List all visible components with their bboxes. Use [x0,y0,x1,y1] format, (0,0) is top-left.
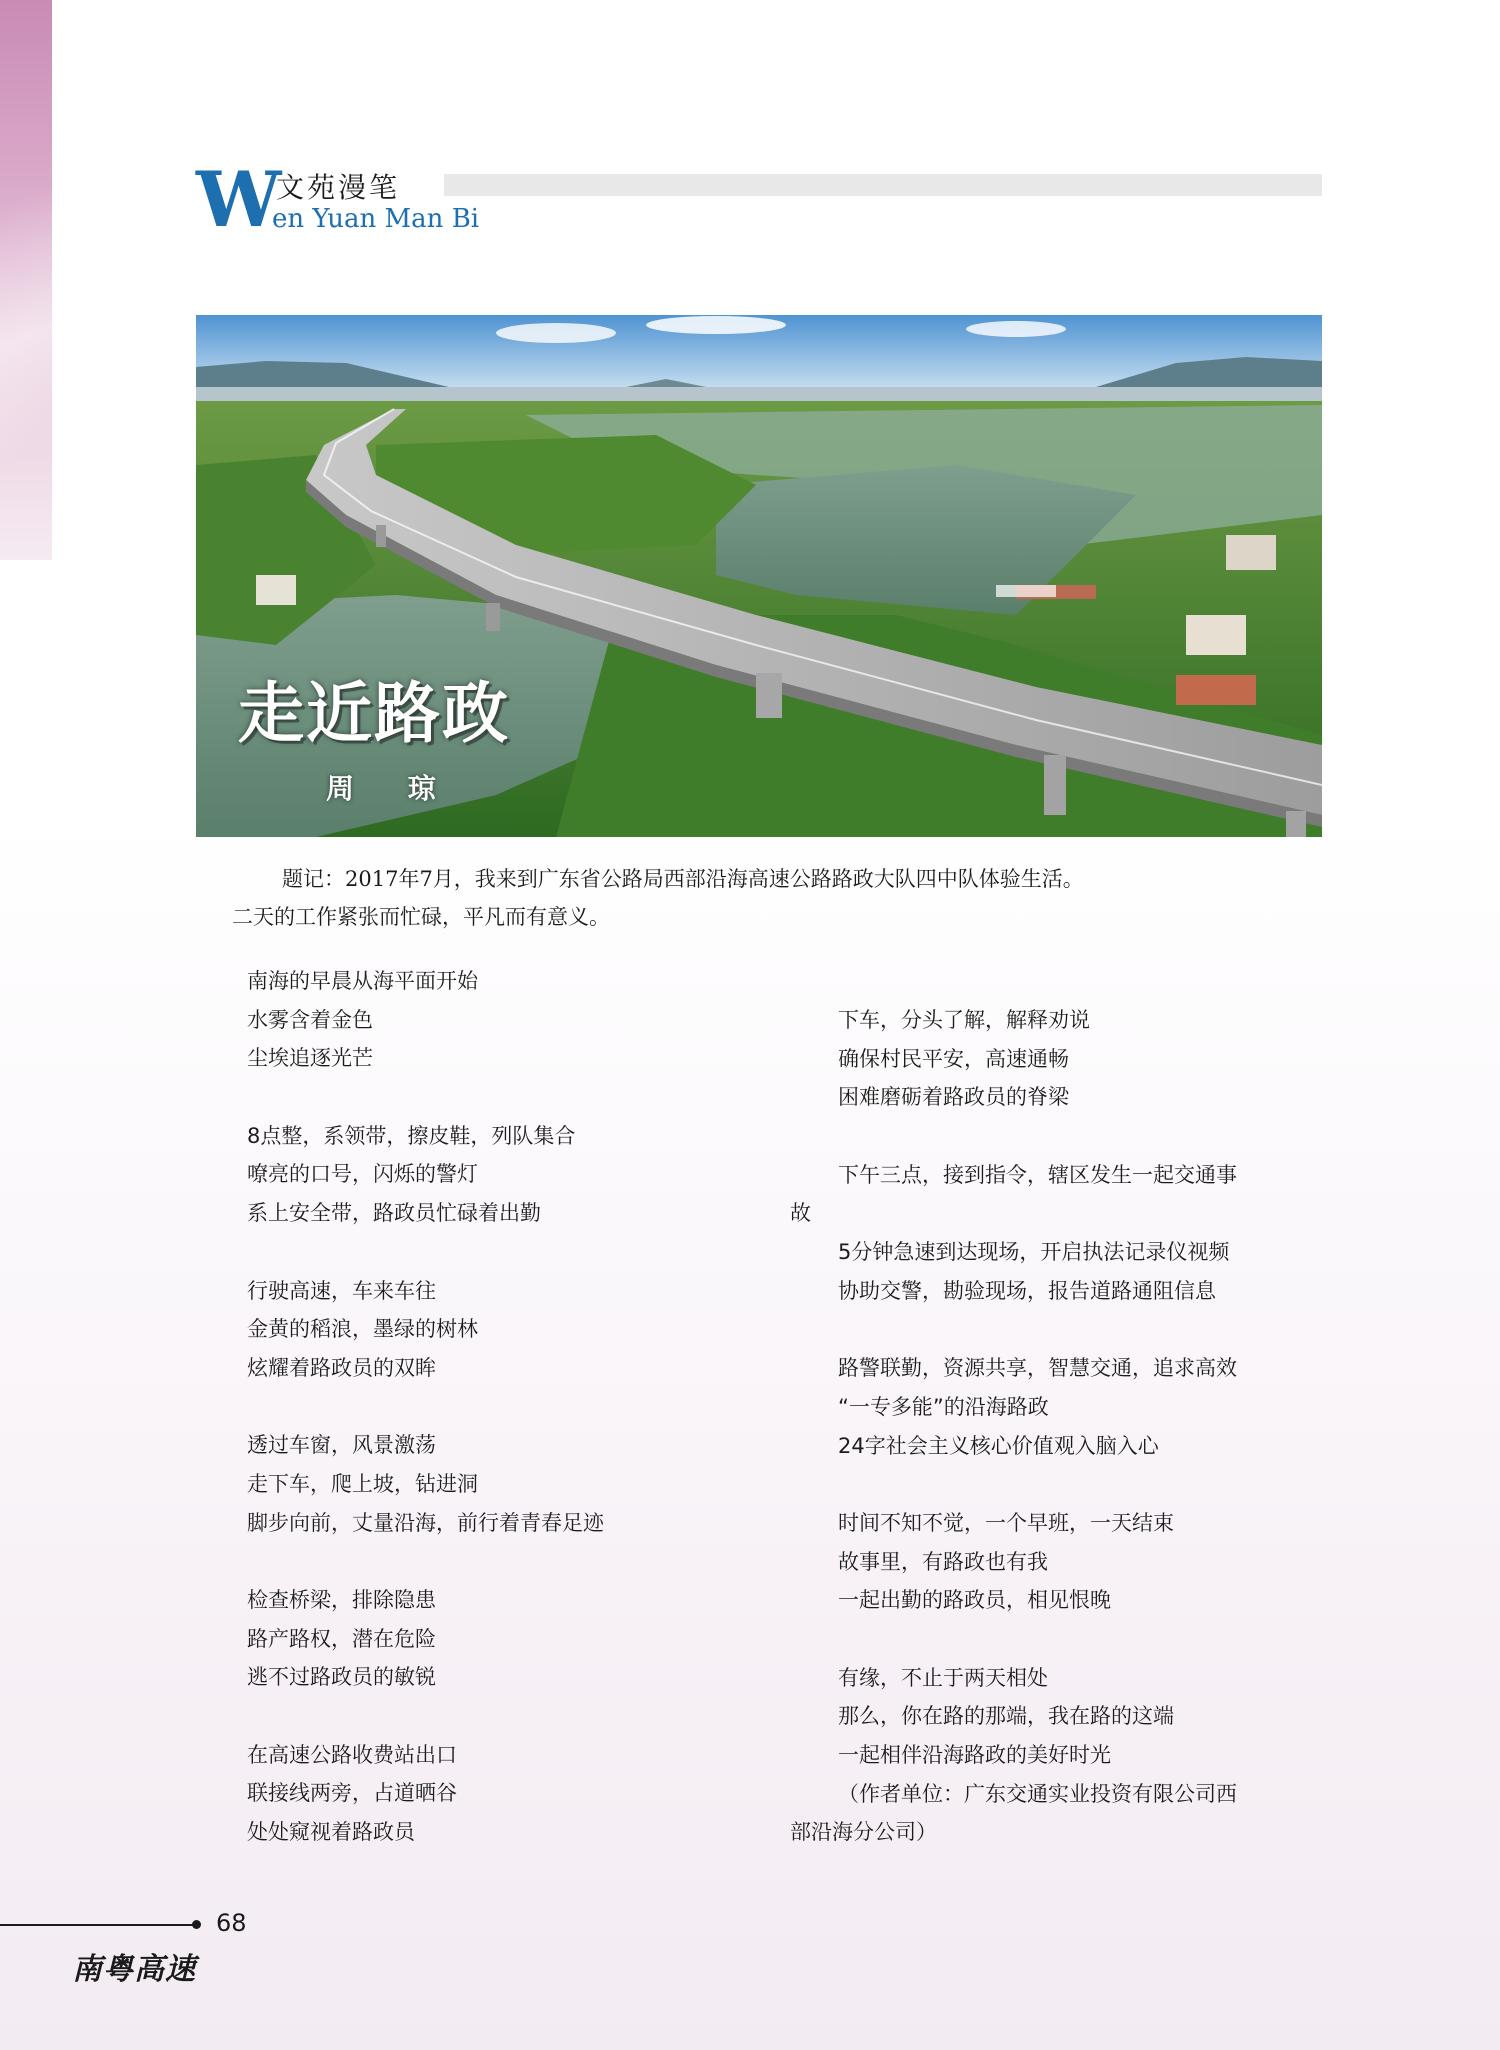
section-initial: W [196,155,282,244]
stanza-gap [247,1233,767,1272]
magazine-logo: 南粤高速 [72,1952,196,1987]
poem-line: 水雾含着金色 [247,1007,373,1032]
poem-line: 嘹亮的口号，闪烁的警灯 [247,1162,478,1187]
stanza-gap [790,1311,1330,1350]
poem-line: 协助交警，勘验现场，报告道路通阻信息 [838,1278,1216,1303]
poem-line: 路产路权，潜在危险 [247,1626,436,1651]
poem-line: 逃不过路政员的敏锐 [247,1665,436,1690]
poem-line: 有缘，不止于两天相处 [838,1665,1048,1690]
poem-line: 脚步向前，丈量沿海，前行着青春足迹 [247,1510,604,1535]
poem-right-column [790,1001,1330,1852]
epigraph-line-2: 二天的工作紧张而忙碌，平凡而有意义。 [232,905,610,929]
article-author: 周 琼 [326,772,458,805]
stanza-gap [247,1388,767,1427]
poem-line: 一起相伴沿海路政的美好时光 [838,1743,1111,1768]
poem-line: 在高速公路收费站出口 [247,1742,457,1767]
footer-rule [0,1924,196,1926]
poem-line: 5分钟急速到达现场，开启执法记录仪视频 [838,1240,1230,1265]
section-header [196,155,1322,244]
poem-line: 尘埃追逐光芒 [247,1046,373,1071]
poem-line: 南海的早晨从海平面开始 [247,969,478,993]
poem-line: 系上安全带，路政员忙碌着出勤 [247,1201,541,1226]
poem-line: 行驶高速，车来车往 [247,1278,436,1303]
poem-line: “一专多能”的沿海路政 [838,1394,1049,1419]
highway-bridge-landscape-image [196,315,1322,837]
hero-photo [196,315,1322,837]
poem-line: 路警联勤，资源共享，智慧交通，追求高效 [838,1356,1237,1381]
poem-line: 处处窥视着路政员 [247,1820,415,1845]
stanza-gap [790,1465,1330,1504]
stanza-gap [247,1078,767,1117]
stanza-gap [790,1620,1330,1659]
poem-line: 走下车，爬上坡，钻进洞 [247,1471,478,1496]
stanza-gap [790,1117,1330,1156]
poem-line: 困难磨砺着路政员的脊梁 [838,1085,1069,1110]
poem-line: 透过车窗，风景激荡 [247,1433,436,1458]
poem-line: 24字社会主义核心价值观入脑入心 [838,1433,1159,1458]
section-title-en: en Yuan Man Bi [272,204,480,234]
section-title-cn: 文苑漫笔 [276,171,401,204]
poem-line: 时间不知不觉，一个早班，一天结束 [838,1510,1174,1535]
page-number: 68 [216,1909,247,1937]
poem-line: 故事里，有路政也有我 [838,1549,1048,1574]
poem-line: 一起出勤的路政员，相见恨晚 [838,1588,1111,1613]
poem-line: 联接线两旁，占道晒谷 [247,1781,457,1806]
stanza-gap [247,1697,767,1736]
header-rule-bar [444,174,1322,196]
poem-left-column [247,962,767,1852]
stanza-gap [247,1542,767,1581]
poem-line: 金黄的稻浪，墨绿的树林 [247,1317,478,1342]
author-affiliation: （作者单位：广东交通实业投资有限公司西 [838,1781,1237,1806]
footer-dot [192,1920,201,1929]
poem-line: 检查桥梁，排除隐患 [247,1588,436,1612]
poem-line: 炫耀着路政员的双眸 [247,1355,436,1380]
poem-line: 下车，分头了解，解释劝说 [838,1008,1090,1032]
left-band-highlight [0,0,52,560]
poem-line: 故 [790,1201,811,1226]
article-title: 走近路政 [238,675,510,752]
epigraph [232,860,1342,936]
poem-line: 下午三点，接到指令，辖区发生一起交通事 [838,1162,1237,1187]
poem-line: 确保村民平安，高速通畅 [838,1046,1069,1071]
poem-line: 8点整，系领带，擦皮鞋，列队集合 [247,1123,576,1148]
poem-line: 那么，你在路的那端，我在路的这端 [838,1704,1174,1729]
epigraph-line-1: 题记：2017年7月，我来到广东省公路局西部沿海高速公路路政大队四中队体验生活。 [282,867,1084,891]
author-affiliation: 部沿海分公司） [790,1820,937,1845]
